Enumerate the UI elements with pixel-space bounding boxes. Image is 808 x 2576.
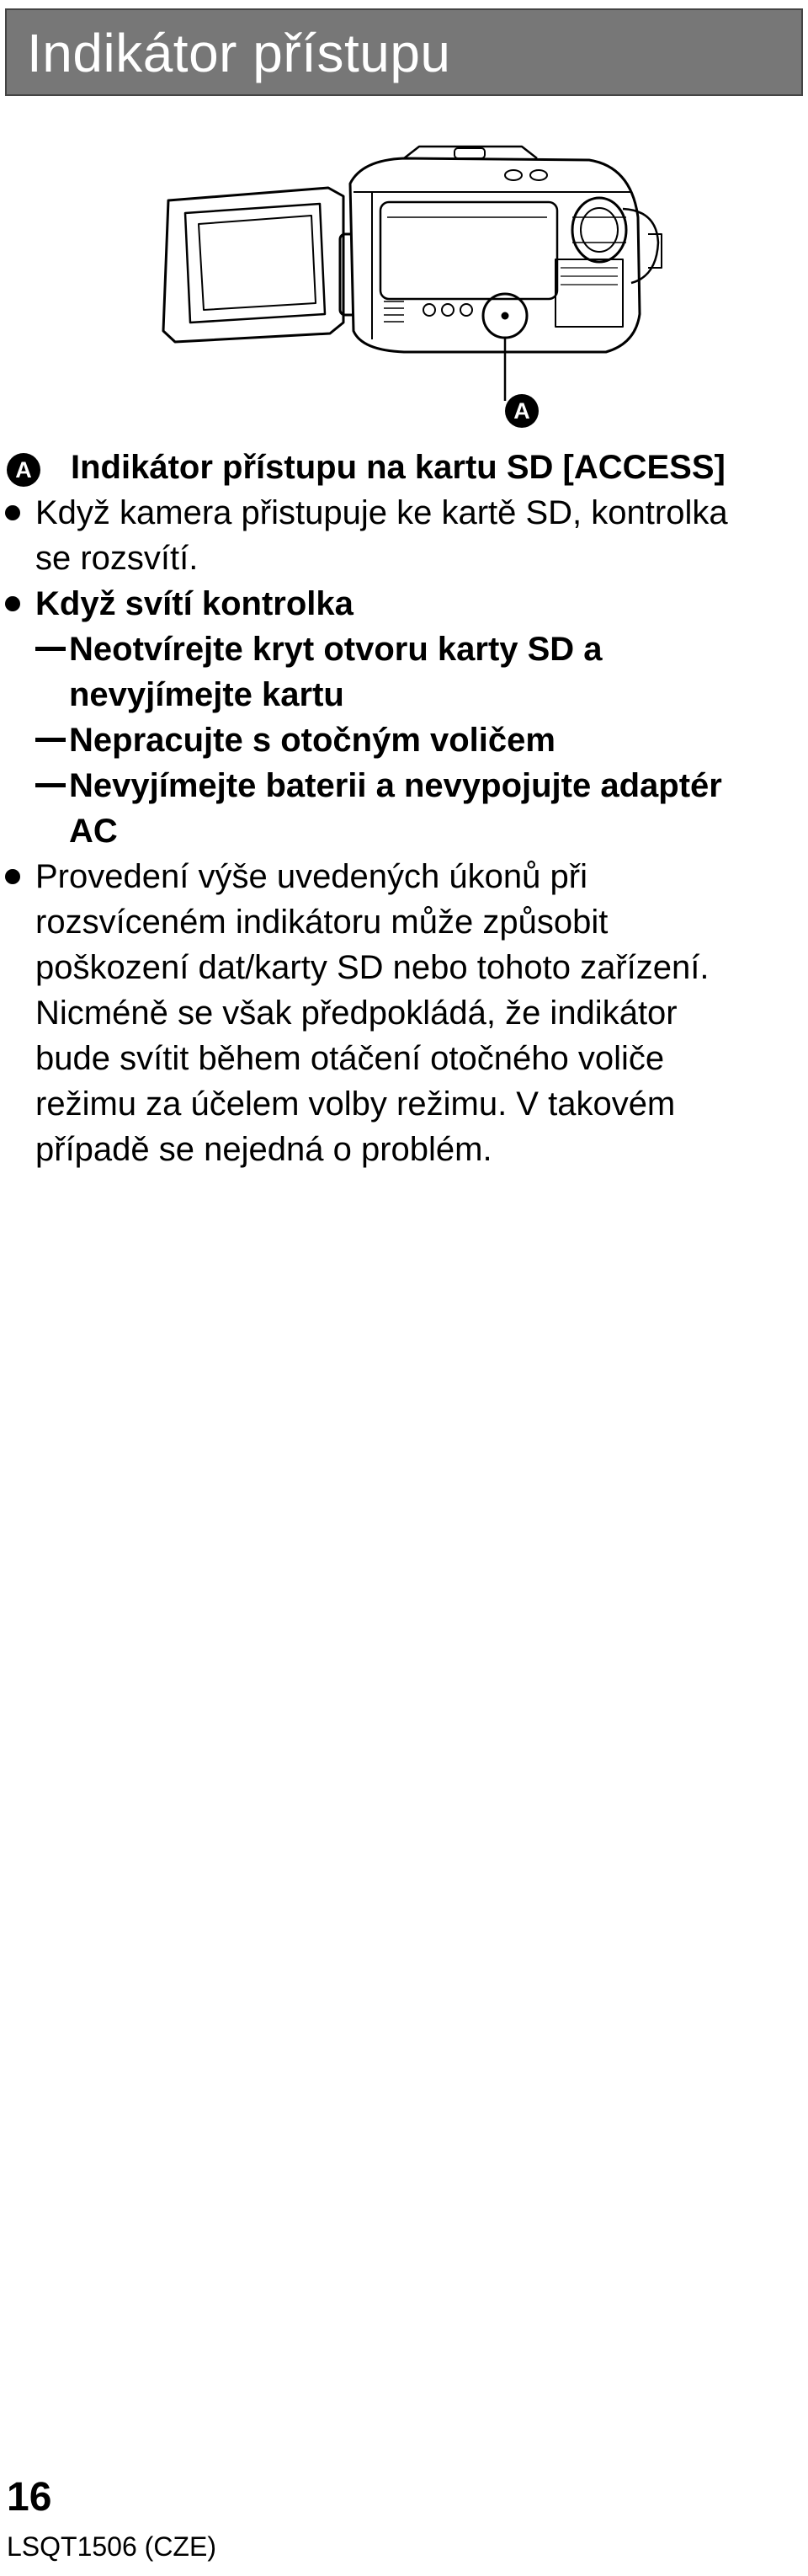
sub-item-1-line-1: Neotvírejte kryt otvoru karty SD a — [69, 631, 603, 668]
dash-icon — [35, 783, 66, 787]
bullet-icon — [5, 596, 20, 611]
camcorder-drawing — [152, 141, 673, 445]
sub-item-3-line-2: AC — [69, 813, 118, 850]
page-header — [5, 8, 803, 96]
bullet-2-line-1: Když svítí kontrolka — [35, 585, 354, 622]
legend-text: Indikátor přístupu na kartu SD [ACCESS] — [71, 449, 726, 486]
document-code: LSQT1506 (CZE) — [7, 2531, 216, 2562]
page-title: Indikátor přístupu — [27, 23, 451, 83]
bullet-3-line-2: rozsvíceném indikátoru může způsobit — [35, 904, 609, 941]
sub-item-3-line-1: Nevyjímejte baterii a nevypojujte adaptér — [69, 767, 722, 804]
bullet-icon — [5, 869, 20, 884]
legend-marker: A — [7, 453, 40, 487]
bullet-3-line-5: bude svítit během otáčení otočného voliče — [35, 1040, 665, 1077]
sub-item-2-line-1: Nepracujte s otočným voličem — [69, 722, 556, 759]
bullet-1-line-2: se rozsvítí. — [35, 540, 199, 577]
bullet-3-line-4: Nicméně se však předpokládá, že indikátor — [35, 995, 678, 1032]
dash-icon — [35, 738, 66, 742]
bullet-3-line-1: Provedení výše uvedených úkonů při — [35, 858, 587, 895]
bullet-3-line-7: případě se nejedná o problém. — [35, 1131, 492, 1168]
sub-item-1-line-2: nevyjímejte kartu — [69, 676, 344, 713]
bullet-icon — [5, 505, 20, 520]
bullet-3-line-3: poškození dat/karty SD nebo tohoto zařízení. — [35, 949, 710, 986]
dash-icon — [35, 647, 66, 651]
bullet-1-line-1: Když kamera přistupuje ke kartě SD, kontrolka — [35, 494, 728, 531]
bullet-3-line-6: režimu za účelem volby režimu. V takovém — [35, 1085, 676, 1123]
page-number: 16 — [7, 2475, 52, 2520]
callout-marker-a: A — [505, 394, 539, 428]
camcorder-illustration — [152, 141, 673, 445]
